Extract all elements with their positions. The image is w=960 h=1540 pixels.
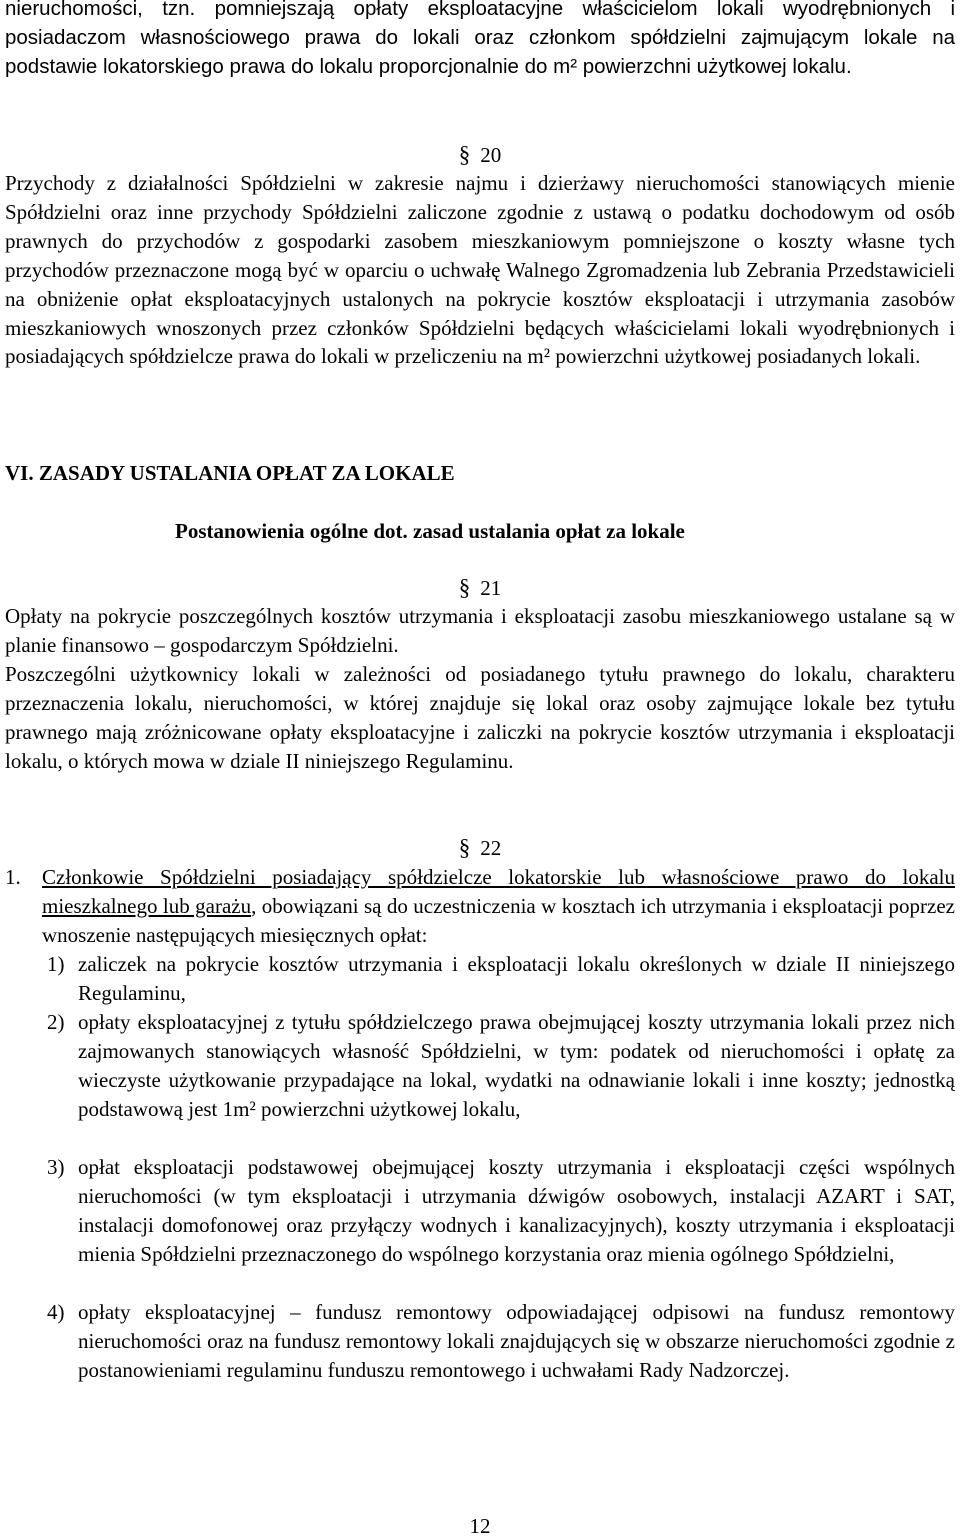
- section-sign-icon: §: [458, 835, 471, 860]
- page-number: 12: [469, 1514, 491, 1538]
- intro-paragraph: nieruchomości, tzn. pomniejszają opłaty eksploatacyjne właścicielom lokali wyodrębnionych i posiadaczom własnościowego prawa do lokali oraz członkom spółdzielni zajmującym lokale na podstawie lokatorskiego prawa do lokalu proporcjonalnie do m² powierzchni użytkowej lokalu.: [5, 0, 955, 78]
- item-number: 1.: [5, 865, 21, 889]
- sub-item-text: opłaty eksploatacyjnej z tytułu spółdzielczego prawa obejmującej koszty utrzymania lokali przez nich zajmowanych stanowiących własność Spółdzielni, w tym: podatek od nieruchomości i opłatę za wieczyste użytkowanie przypadające na lokal, wydatki na odnawianie lokali i inne koszty; jednostką podstawową jest 1m² powierzchni użytkowej lokalu,: [78, 1010, 955, 1121]
- section-20-paragraph: Przychody z działalności Spółdzielni w zakresie najmu i dzierżawy nieruchomości stanowiących mienie Spółdzielni oraz inne przychody Spółdzielni zaliczone zgodnie z ustawą o podatku dochodowym od osób prawnych do przychodów z gospodarki zasobem mieszkaniowym pomniejszone o koszty własne tych przychodów przeznaczone mogą być w oparciu o uchwałę Walnego Zgromadzenia lub Zebrania Przedstawicieli na obniżenie opłat eksploatacyjnych ustalonych na pokrycie kosztów eksploatacji i utrzymania zasobów mieszkaniowych wnoszonych przez członków Spółdzielni będących właścicielami lokali wyodrębnionych i posiadających spółdzielcze prawa do lokali w przeliczeniu na m² powierzchni użytkowej posiadanych lokali.: [5, 171, 955, 369]
- sub-item-number: 3): [47, 1155, 65, 1179]
- section-sign-icon: §: [458, 575, 471, 600]
- section-21-paragraph-1: Opłaty na pokrycie poszczególnych kosztów utrzymania i eksploatacji zasobu mieszkaniowego ustalane są w planie finansowo – gospodarczym Spółdzielni.: [5, 604, 955, 657]
- sub-item-3: [47, 1153, 955, 1269]
- section-22-label: 22: [480, 836, 502, 860]
- sub-item-text: zaliczek na pokrycie kosztów utrzymania i eksploatacji lokalu określonych w dziale II niniejszego Regulaminu,: [78, 952, 955, 1005]
- item-body: [42, 863, 955, 950]
- sub-item-number: 4): [47, 1300, 65, 1324]
- section-22-number: [0, 834, 960, 862]
- sub-item-text: opłaty eksploatacyjnej – fundusz remontowy odpowiadającej odpisowi na fundusz remontowy nieruchomości oraz na fundusz remontowy lokali znajdujących się w obszarze nieruchomości zgodnie z postanowieniami regulaminu funduszu remontowego i uchwałami Rady Nadzorczej.: [78, 1300, 955, 1382]
- section-21-label: 21: [480, 576, 502, 600]
- sub-heading: Postanowienia ogólne dot. zasad ustalania opłat za lokale: [175, 519, 685, 543]
- chapter-heading: VI. ZASADY USTALANIA OPŁAT ZA LOKALE: [5, 461, 455, 485]
- sub-item-text: opłat eksploatacji podstawowej obejmującej koszty utrzymania i eksploatacji części wspólnych nieruchomości (w tym eksploatacji i utrzymania dźwigów osobowych, instalacji AZART i SAT, instalacji domofonowej oraz przyłączy wodnych i kanalizacyjnych), koszty utrzymania i eksploatacji mienia Spółdzielni przeznaczonego do wspólnego korzystania oraz mienia ogólnego Spółdzielni,: [78, 1155, 955, 1266]
- sub-item-number: 2): [47, 1010, 65, 1034]
- item-rest-text: , obowiązani są do uczestniczenia w kosztach ich utrzymania i eksploatacji poprzez wnoszenie następujących miesięcznych opłat:: [42, 893, 956, 947]
- section-21-number: [0, 574, 960, 602]
- section-sign-icon: §: [458, 142, 471, 167]
- section-20-label: 20: [480, 143, 502, 167]
- section-22-item-1: [5, 863, 955, 950]
- sub-item-number: 1): [47, 952, 65, 976]
- sub-item-1: [47, 950, 955, 1008]
- section-20-number: [0, 141, 960, 169]
- section-21-paragraph-2: Poszczególni użytkownicy lokali w zależności od posiadanego tytułu prawnego do lokalu, charakteru przeznaczenia lokalu, nieruchomości, w której znajduje się lokal oraz osoby zajmujące lokale bez tytułu prawnego mają zróżnicowane opłaty eksploatacyjne i zaliczki na pokrycie kosztów utrzymania i eksploatacji lokalu, o których mowa w dziale II niniejszego Regulaminu.: [5, 662, 955, 773]
- sub-item-4: [47, 1298, 955, 1385]
- item-underlined-text: Członkowie Spółdzielni posiadający spółdzielcze lokatorskie lub własnościowe prawo do lokalu mieszkalnego lub garażu: [42, 865, 955, 918]
- sub-item-2: [47, 1008, 955, 1124]
